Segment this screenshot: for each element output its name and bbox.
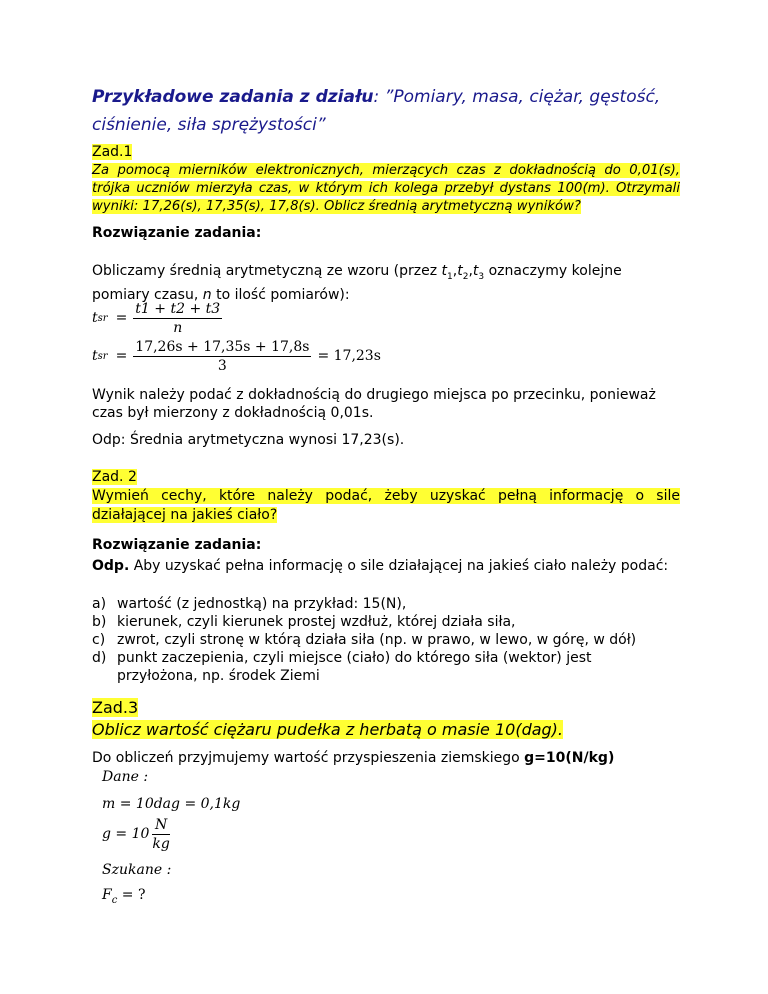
task3-intro-bold: g=10(N/kg) [524,750,615,766]
formula-values-result: = 17,23s [317,348,381,364]
task2-solution-heading: Rozwiązanie zadania: [92,537,262,553]
task2-block [92,468,680,525]
task2-answer: Odp. Aby uzyskać pełna informację o sile działającej na jakieś ciało należy podać: [92,558,669,574]
list-item: a) wartość (z jednostką) na przykład: 15(N), [92,596,407,612]
task1-text: Za pomocą mierników elektronicznych, mierzących czas z dokładnością do 0,01(s), trójka uczniów mierzyła czas, w którym ich kolega przebył dystans 100(m). Otrzymali wyniki: 17,26(s), 17,35(s), 17,8(s). Oblicz średnią arytmetyczną wyników? [92,163,680,214]
list-item: d) punkt zaczepienia, czyli miejsce (ciało) do którego siła (wektor) jest przyłożona, np. środek Ziemi [92,650,592,684]
title-bold: Przykładowe zadania z działu [92,87,374,107]
task1-note: Wynik należy podać z dokładnością do drugiego miejsca po przecinku, ponieważ czas był mierzony z dokładnością 0,01s. [92,387,656,421]
formula-mean-values: t sr = $\frac{17,26s + 17,35s + 17,8s}{3}$ = 17,23s [92,338,381,374]
task1-solution-heading: Rozwiązanie zadania: [92,225,262,241]
task2-label: Zad. 2 [92,469,137,485]
formula-mean-denominator: n [173,319,183,336]
szukane-label: Szukane : [102,862,172,878]
task3-text: Oblicz wartość ciężaru pudełka z herbatą o masie 10(dag). [92,720,564,739]
dane-label: Dane : [102,769,149,785]
mass-line: m = 10dag = 0,1kg [102,796,241,812]
page-title [92,83,692,139]
task1-label: Zad.1 [92,144,133,160]
formula-values-denominator: 3 [217,357,227,374]
formula-mean-numerator: t1 + t2 + t3 [135,300,221,317]
list-item: b) kierunek, czyli kierunek prostej wzdłuż, której działa siła, [92,614,516,630]
task1-answer: Odp: Średnia arytmetyczna wynosi 17,23(s). [92,432,405,448]
task2-text: Wymień cechy, które należy podać, żeby uzyskać pełną informację o sile działającej na jakieś ciało? [92,488,680,523]
task3-block [92,697,692,741]
task1-block [92,143,680,216]
fc-line: $F_c$ = ? [102,887,146,906]
formula-mean: t sr = $\frac{t1 + t2 + t3}{n}$ [92,300,221,336]
gravity-line: g = 10 $\frac{N}{kg}$ [102,816,170,852]
formula-values-numerator: 17,26s + 17,35s + 17,8s [135,338,310,355]
title-rest: : ”Pomiary, masa, ciężar, gęstość, ciśnienie, siła sprężystości” [92,87,661,135]
task2-list [92,595,672,685]
task1-intro: Obliczamy średnią arytmetyczną ze wzoru (przez $t_1,t_2,t_3$ oznaczymy kolejne pomiary czasu, n to ilość pomiarów): [92,263,622,303]
list-item: c) zwrot, czyli stronę w którą działa siła (np. w prawo, w lewo, w górę, w dół) [92,632,637,648]
task3-label: Zad.3 [92,698,139,717]
task3-intro: Do obliczeń przyjmujemy wartość przyspieszenia ziemskiego g=10(N/kg) [92,750,615,766]
task2-answer-bold: Odp. [92,558,130,574]
